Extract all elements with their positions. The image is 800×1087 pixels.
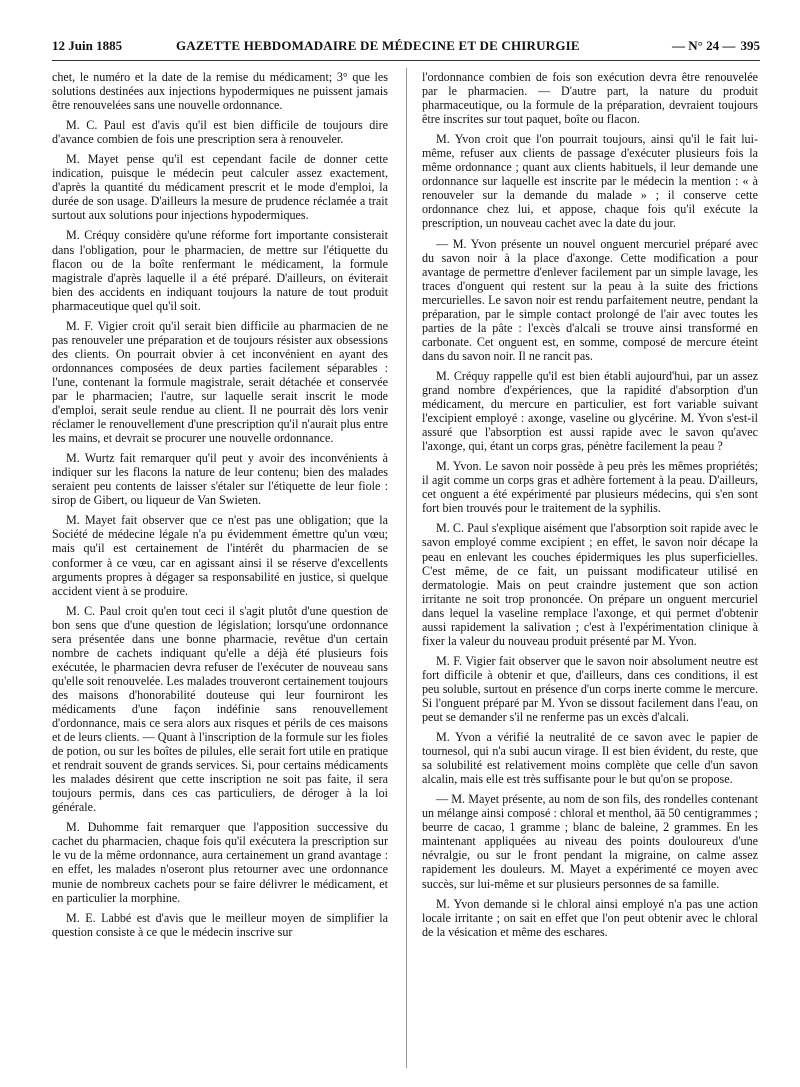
paragraph: M. F. Vigier fait observer que le savon noir absolument neutre est fort difficile à obtenir et que, d'ailleurs, dans ces conditions, il est peu soluble, surtout en présence d'un corps inerte comme le mercure. Si l'onguent préparé par M. Yvon se dissout facilement dans l'eau, on peut se demander s'il ne renferme pas un excès d'alcali. — [422, 653, 758, 725]
header-rule — [52, 60, 760, 61]
paragraph: — M. Yvon présente un nouvel onguent mercuriel préparé avec du savon noir à la place d'axonge. Cette modification a pour avantage de permettre d'enlever facilement par un simple lavage, les traces d'onguent qui restent sur la peau à la suite des frictions mercurielles. Le savon noir est rendu parfaitement neutre, pendant la préparation, par le simple contact prolongé de l'air avec toutes les parties de la pâte : l'excès d'alcali se trouve ainsi transformé en carbonate. Cet onguent est, en somme, composé de mercure éteint dans du savon noir. Il ne rancit pas. — [422, 236, 758, 363]
right-column — [422, 70, 758, 945]
paragraph: M. Wurtz fait remarquer qu'il peut y avoir des inconvénients à indiquer sur les flacons la nature de leur contenu; bien des malades seraient peu contents de laisser s'étaler sur l'étiquette de leur fiole : sirop de Gibert, ou liqueur de Van Swieten. — [52, 451, 388, 508]
paragraph: M. Mayet pense qu'il est cependant facile de donner cette indication, puisque le médecin peut calculer assez exactement, d'après la quantité du médicament prescrit et le mode d'emploi, la durée de son usage. D'ailleurs la mesure de prudence réclamée a trait surtout aux solutions pour injections hypodermiques. — [52, 152, 388, 223]
paragraph: M. C. Paul s'explique aisément que l'absorption soit rapide avec le savon employé comme excipient ; en effet, le savon noir décape la peau en enlevant les couches épidermiques les plus superficielles. C'est même, de ce fait, un puissant modificateur utilisé en dermatologie. Mais on peut craindre justement que son action irritante ne soit trop prononcée. On prépare un onguent mercuriel dans lequel la vaseline remplace l'axonge, et qui permet d'obtenir aussi rapidement la salivation ; c'est à l'expérimentation clinique à fixer la valeur du nouveau produit présenté par M. Yvon. — [422, 521, 758, 648]
paragraph: — M. Mayet présente, au nom de son fils, des rondelles contenant un mélange ainsi composé : chloral et menthol, āā 50 centigrammes ; beurre de cacao, 1 gramme ; blanc de baleine, 2 grammes. En les maintenant appliquées au niveau des points douloureux d'une névralgie, ou sur le front pendant la migraine, on calme assez rapidement les douleurs. M. Mayet a expérimenté ce moyen avec succès, sur lui-même et sur plusieurs personnes de sa famille. — [422, 792, 758, 891]
header-issue-number: — N° 24 — — [672, 38, 736, 53]
header-journal-title: GAZETTE HEBDOMADAIRE DE MÉDECINE ET DE CHIRURGIE — [176, 38, 580, 53]
header-date: 12 Juin 1885 — [52, 38, 123, 53]
paragraph: M. C. Paul est d'avis qu'il est bien difficile de toujours dire d'avance combien de fois une prescription sera à renouveler. — [52, 118, 388, 147]
paragraph: M. Créquy considère qu'une réforme fort importante consisterait dans l'obligation, pour le pharmacien, de mettre sur l'étiquette du flacon ou de la boîte renfermant le médicament, la formule magistrale d'après laquelle il a été préparé. D'ailleurs, on éviterait bien des accidents en indiquant toujours la nature de tout produit pharmaceutique quel qu'il soit. — [52, 228, 388, 313]
running-header — [52, 38, 760, 58]
paragraph: M. Yvon croit que l'on pourrait toujours, ainsi qu'il le fait lui-même, refuser aux clients de passage d'exécuter plusieurs fois la même ordonnance ; quant aux clients habituels, il leur demande une ordonnance sur laquelle est inscrite par le médecin la mention : « à renouveler sur la demande du malade » ; il conserve cette ordonnance chez lui, et appose, chaque fois qu'il exécute la prescription, un nouveau cachet avec la date du jour. — [422, 132, 758, 231]
paragraph: M. Mayet fait observer que ce n'est pas une obligation; que la Société de médecine légale n'a pu évidemment émettre qu'un vœu; mais qu'il est certainement de l'intérêt du pharmacien de se conformer à ce vœu, car en agissant ainsi il se réserve d'excellents arguments propres à dégager sa responsabilité en justice, si quelque accident vient à se produire. — [52, 513, 388, 598]
paragraph: M. Duhomme fait remarquer que l'apposition successive du cachet du pharmacien, chaque fois qu'il exécutera la prescription sur le vu de la même ordonnance, aura certainement un grand avantage : en effet, les malades n'oseront plus retourner avec une ordonnance munie de nombreux cachets pour se faire délivrer le médicament, et en particulier la morphine. — [52, 820, 388, 905]
paragraph: M. C. Paul croit qu'en tout ceci il s'agit plutôt d'une question de bon sens que d'une question de législation; lorsqu'une ordonnance sera présentée dans une bonne pharmacie, revêtue d'un certain nombre de cachets indiquant qu'elle a déjà été plusieurs fois exécutée, le pharmacien devra refuser de l'exécuter de nouveau sans qu'elle soit renouvelée. Les malades trouveront certainement toujours des maisons d'honorabilité douteuse qui leur fourniront les médicaments d'une façon indéfinie sans renouvellement d'ordonnance, mais ce sera alors aux risques et périls de ces maisons et de leurs clients. — Quant à l'inscription de la formule sur les fioles de potion, ou sur les boîtes de pilules, elle serait fort utile en pratique et rendrait souvent de grands services. Si, pour certains médicaments les malades désirent que cette inscription ne soit pas faite, il sera toujours permis, dans ces cas particuliers, de déroger à la loi générale. — [52, 603, 388, 815]
paragraph: M. F. Vigier croit qu'il serait bien difficile au pharmacien de ne pas renouveler une préparation et de toujours résister aux obsessions des clients. On pourrait obvier à cet inconvénient en ayant des ordonnances composées de deux parties facilement séparables : l'une, contenant la formule magistrale, serait détachée et conservée par le pharmacien; l'autre, sur laquelle serait inscrit le mode d'emploi, serait seule rendue au client. Il ne pourrait dès lors venir réclamer le renouvellement d'une prescription qu'il n'aurait plus entre les mains, et devrait se procurer une nouvelle ordonnance. — [52, 318, 388, 446]
paragraph: M. Yvon. Le savon noir possède à peu près les mêmes propriétés; il agit comme un corps gras et adhère fortement à la peau. D'ailleurs, cet onguent a été expérimenté par plusieurs médecins, qui s'en sont fort bien trouvés pour le traitement de la syphilis. — [422, 459, 758, 516]
paragraph: M. Créquy rappelle qu'il est bien établi aujourd'hui, par un assez grand nombre d'expériences, que la rapidité d'absorption d'un médicament, du mercure en particulier, est fort variable suivant l'excipient employé : axonge, vaseline ou glycérine. M. Yvon s'est-il assuré que l'absorption est aussi rapide avec le savon qu'avec l'axonge, qui, étant un corps gras, pénètre facilement la peau ? — [422, 368, 758, 454]
paragraph: chet, le numéro et la date de la remise du médicament; 3° que les solutions destinées aux injections hypodermiques ne puissent jamais être renouvelées sans une nouvelle ordonnance. — [52, 70, 388, 113]
paragraph: M. Yvon demande si le chloral ainsi employé n'a pas une action locale irritante ; on sait en effet que l'on peut obtenir avec le chloral de la vésication et même des eschares. — [422, 896, 758, 939]
paragraph: M. Yvon a vérifié la neutralité de ce savon avec le papier de tournesol, qui n'a subi aucun virage. Il est bien évident, du reste, que sa solubilité est relativement moins complète que celle d'un savon alcalin, mais elle est très suffisante pour le but qu'on se propose. — [422, 730, 758, 787]
left-column — [52, 70, 388, 945]
column-divider — [406, 68, 407, 1068]
paragraph: M. E. Labbé est d'avis que le meilleur moyen de simplifier la question consiste à ce que le médecin inscrive sur — [52, 910, 388, 939]
header-page-number: 395 — [740, 38, 760, 53]
paragraph: l'ordonnance combien de fois son exécution devra être renouvelée par le pharmacien. — D'autre part, la nature du produit pharmaceutique, ou la formule de la préparation, devraient toujours être inscrites sur tout paquet, boîte ou flacon. — [422, 70, 758, 127]
